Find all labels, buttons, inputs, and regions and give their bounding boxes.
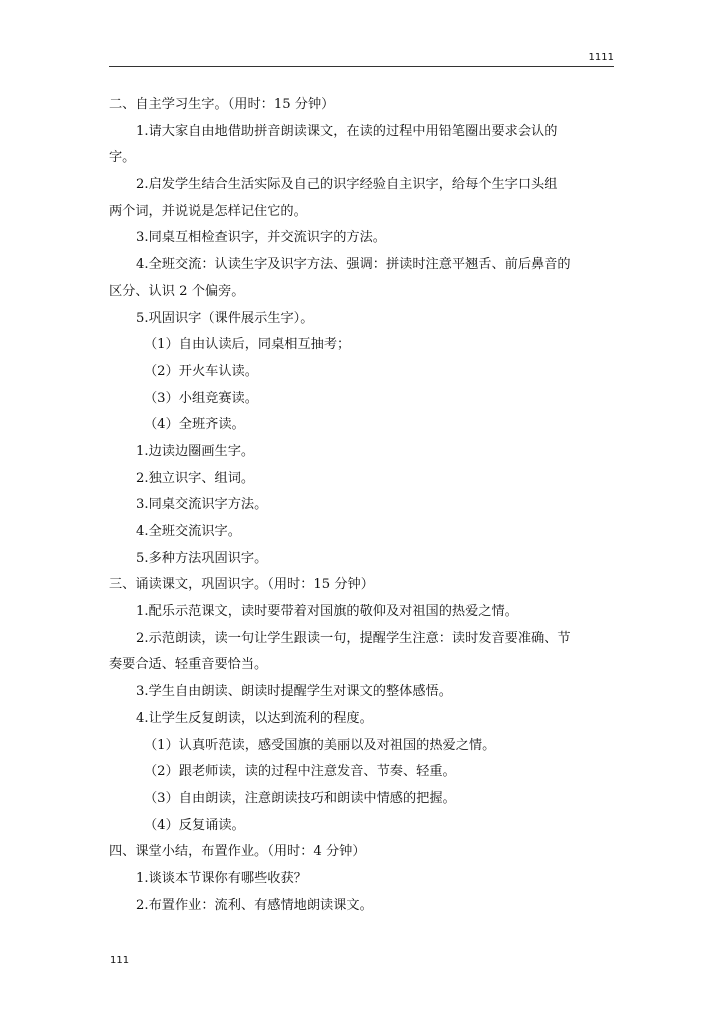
text-line: （3）小组竞赛读。 — [144, 390, 258, 406]
text-line: 两个词，并说说是怎样记住它的。 — [109, 203, 307, 219]
text-line: 4.全班交流：认读生字及识字方法、强调：拼读时注意平翘舌、前后鼻音的 — [136, 257, 571, 273]
text-line: 3.同桌交流识字方法。 — [136, 497, 268, 513]
text-line: 区分、认识 2 个偏旁。 — [109, 283, 245, 299]
text-line: 2.启发学生结合生活实际及自己的识字经验自主识字，给每个生字口头组 — [136, 177, 558, 193]
text-line: （4）全班齐读。 — [144, 417, 245, 433]
text-line: 2.布置作业：流利、有感情地朗读课文。 — [136, 897, 373, 913]
text-line: 2.示范朗读，读一句让学生跟读一句，提醒学生注意：读时发音要准确、节 — [136, 630, 571, 646]
text-line: 4.全班交流识字。 — [136, 524, 241, 539]
text-line: （4）反复诵读。 — [144, 817, 245, 833]
text-line: （1）认真听范读，感受国旗的美丽以及对祖国的热爱之情。 — [144, 737, 496, 753]
text-line: 三、诵读课文，巩固识字。（用时：15 分钟） — [109, 577, 374, 593]
text-line: 二、自主学习生字。（用时：15 分钟） — [109, 97, 335, 112]
text-line: 5.多种方法巩固识字。 — [136, 550, 268, 566]
text-line: （2）开火车认读。 — [144, 363, 258, 379]
header-page-number: 1111 — [588, 52, 614, 63]
text-line: （3）自由朗读，注意朗读技巧和朗读中情感的把握。 — [144, 790, 456, 806]
text-line: 3.学生自由朗读、朗读时提醒学生对课文的整体感悟。 — [136, 684, 452, 700]
text-line: 3.同桌互相检查识字，并交流识字的方法。 — [136, 230, 386, 246]
text-line: 2.独立识字、组词。 — [136, 470, 255, 486]
header-rule — [109, 66, 614, 67]
text-line: 1.配乐示范课文，读时要带着对国旗的敬仰及对祖国的热爱之情。 — [136, 604, 518, 620]
text-line: 1.边读边圈画生字。 — [136, 443, 255, 459]
text-line: 1.谈谈本节课你有哪些收获？ — [136, 870, 307, 886]
text-line: 四、课堂小结，布置作业。（用时：4 分钟） — [109, 844, 366, 860]
document-body — [109, 92, 614, 919]
text-line: （2）跟老师读，读的过程中注意发音、节奏、轻重。 — [144, 764, 456, 780]
text-line: 5.巩固识字（课件展示生字）。 — [136, 310, 314, 326]
text-line: （1）自由认读后，同桌相互抽考； — [144, 337, 351, 353]
text-line: 4.让学生反复朗读，以达到流利的程度。 — [136, 710, 373, 726]
footer-page-number: 111 — [110, 955, 130, 966]
text-line: 奏要合适、轻重音要恰当。 — [109, 657, 268, 673]
text-line: 字。 — [109, 150, 136, 166]
text-line: 1.请大家自由地借助拼音朗读课文，在读的过程中用铅笔圈出要求会认的 — [136, 123, 558, 139]
